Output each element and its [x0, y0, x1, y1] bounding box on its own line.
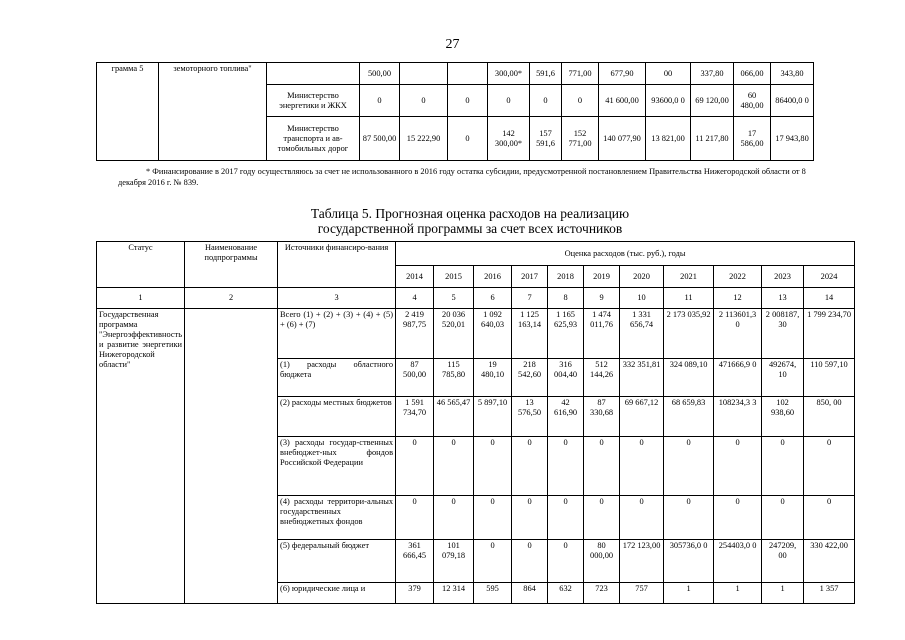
funding-source-cell: (2) расходы местных бюджетов: [278, 397, 396, 437]
year-header-cell: 2024: [804, 266, 855, 288]
footnote: * Финансирование в 2017 году осуществляюсь за счет не использованного в 2016 году остатка субсидии, предусмотренной постановлением Правительства Нижегородской области от 8 декабря 2016 г. № 839.: [118, 167, 806, 187]
value-cell: 0: [474, 496, 512, 540]
value-cell: 69 120,00: [691, 85, 734, 117]
value-cell: 1: [664, 583, 714, 604]
column-number-cell: 6: [474, 288, 512, 309]
table-title-line-2: государственной программы за счет всех источников: [317, 221, 623, 236]
value-cell: 864: [512, 583, 548, 604]
value-cell: 87 330,68: [584, 397, 620, 437]
value-cell: 330 422,00: [804, 540, 855, 583]
value-cell: 0: [584, 437, 620, 496]
value-cell: 316 004,40: [548, 359, 584, 397]
value-cell: 0: [396, 496, 434, 540]
value-cell: 0: [434, 496, 474, 540]
value-cell: 0: [762, 437, 804, 496]
value-cell: 361 666,45: [396, 540, 434, 583]
value-cell: 1: [714, 583, 762, 604]
top-table-row: [97, 63, 814, 85]
column-number-cell: 4: [396, 288, 434, 309]
column-number-cell: 7: [512, 288, 548, 309]
value-cell: 0: [548, 540, 584, 583]
value-cell: 1 331 656,74: [620, 309, 664, 359]
value-cell: 757: [620, 583, 664, 604]
year-header-cell: 2017: [512, 266, 548, 288]
header-row: [97, 242, 855, 266]
value-cell: 140 077,90: [599, 117, 646, 161]
funding-source-cell: Министерство транспорта и ав-томобильных дорог: [267, 117, 360, 161]
value-cell: 0: [448, 117, 488, 161]
year-header-cell: 2018: [548, 266, 584, 288]
value-cell: 80 000,00: [584, 540, 620, 583]
column-number-cell: 11: [664, 288, 714, 309]
value-cell: 5 897,10: [474, 397, 512, 437]
value-cell: 42 616,90: [548, 397, 584, 437]
year-header-cell: 2023: [762, 266, 804, 288]
column-number-cell: 2: [185, 288, 278, 309]
value-cell: 17 586,00: [734, 117, 771, 161]
column-number-cell: 1: [97, 288, 185, 309]
value-cell: 13 821,00: [646, 117, 691, 161]
value-cell: 115 785,80: [434, 359, 474, 397]
value-cell: 60 480,00: [734, 85, 771, 117]
year-header-cell: 2014: [396, 266, 434, 288]
value-cell: 0: [474, 540, 512, 583]
value-cell: 343,80: [771, 63, 814, 85]
value-cell: 1 357: [804, 583, 855, 604]
value-cell: 142 300,00*: [488, 117, 530, 161]
value-cell: 1 799 234,70: [804, 309, 855, 359]
value-cell: 0: [664, 437, 714, 496]
value-cell: 512 144,26: [584, 359, 620, 397]
value-cell: 0: [512, 540, 548, 583]
year-header-cell: 2019: [584, 266, 620, 288]
value-cell: 1 125 163,14: [512, 309, 548, 359]
value-cell: 0: [488, 85, 530, 117]
column-number-cell: 9: [584, 288, 620, 309]
subprogram-name-cell: [185, 309, 278, 604]
header-expense-estimate: Оценка расходов (тыс. руб.), годы: [396, 242, 855, 266]
funding-source-cell: (4) расходы территори-альных государственных внебюджетных фондов: [278, 496, 396, 540]
year-header-cell: 2021: [664, 266, 714, 288]
column-number-cell: 14: [804, 288, 855, 309]
year-header-cell: 2015: [434, 266, 474, 288]
value-cell: 87 500,00: [360, 117, 400, 161]
value-cell: 13 576,50: [512, 397, 548, 437]
value-cell: 850, 00: [804, 397, 855, 437]
value-cell: 595: [474, 583, 512, 604]
value-cell: 2 113601,3 0: [714, 309, 762, 359]
column-number-cell: 13: [762, 288, 804, 309]
value-cell: 0: [448, 85, 488, 117]
value-cell: 86400,0 0: [771, 85, 814, 117]
value-cell: 2 173 035,92: [664, 309, 714, 359]
value-cell: 723: [584, 583, 620, 604]
value-cell: 0: [360, 85, 400, 117]
value-cell: 0: [804, 437, 855, 496]
value-cell: 0: [548, 437, 584, 496]
header-status: Статус: [97, 242, 185, 288]
value-cell: 0: [714, 496, 762, 540]
value-cell: 677,90: [599, 63, 646, 85]
value-cell: 17 943,80: [771, 117, 814, 161]
value-cell: 0: [620, 496, 664, 540]
value-cell: 2 008187, 30: [762, 309, 804, 359]
value-cell: 332 351,81: [620, 359, 664, 397]
column-number-cell: 10: [620, 288, 664, 309]
value-cell: 0: [548, 496, 584, 540]
header-subprogram-name: Наименование подпрограммы: [185, 242, 278, 288]
year-header-cell: 2016: [474, 266, 512, 288]
value-cell: 00: [646, 63, 691, 85]
value-cell: 0: [664, 496, 714, 540]
subprogram-number-cell: грамма 5: [97, 63, 159, 161]
value-cell: 108234,3 3: [714, 397, 762, 437]
year-header-cell: 2022: [714, 266, 762, 288]
column-number-cell: 5: [434, 288, 474, 309]
value-cell: 110 597,10: [804, 359, 855, 397]
value-cell: 300,00*: [488, 63, 530, 85]
status-cell: Государственная программа "Энергоэффективность и развитие энергетики Нижегородской области": [97, 309, 185, 604]
value-cell: 11 217,80: [691, 117, 734, 161]
table-row: [97, 309, 855, 359]
value-cell: 0: [512, 496, 548, 540]
value-cell: 1 165 625,93: [548, 309, 584, 359]
value-cell: 12 314: [434, 583, 474, 604]
value-cell: 1 591 734,70: [396, 397, 434, 437]
value-cell: 19 480,10: [474, 359, 512, 397]
value-cell: 0: [512, 437, 548, 496]
main-table: [96, 241, 855, 604]
value-cell: 591,6: [530, 63, 562, 85]
value-cell: 41 600,00: [599, 85, 646, 117]
value-cell: 101 079,18: [434, 540, 474, 583]
column-numbers-row: [97, 288, 855, 309]
funding-source-cell: (6) юридические лица и: [278, 583, 396, 604]
value-cell: 0: [762, 496, 804, 540]
value-cell: 68 659,83: [664, 397, 714, 437]
value-cell: [448, 63, 488, 85]
main-table-body: [97, 242, 855, 604]
value-cell: 0: [804, 496, 855, 540]
table-title: [96, 206, 844, 236]
value-cell: 066,00: [734, 63, 771, 85]
value-cell: 1 092 640,03: [474, 309, 512, 359]
funding-source-cell: [267, 63, 360, 85]
value-cell: 69 667,12: [620, 397, 664, 437]
funding-source-cell: (1) расходы областного бюджета: [278, 359, 396, 397]
value-cell: 102 938,60: [762, 397, 804, 437]
value-cell: 500,00: [360, 63, 400, 85]
subprogram-name-cell: земоторного топлива": [159, 63, 267, 161]
value-cell: 93600,0 0: [646, 85, 691, 117]
value-cell: 632: [548, 583, 584, 604]
value-cell: 771,00: [562, 63, 599, 85]
header-funding-sources: Источники финансиро-вания: [278, 242, 396, 288]
funding-source-cell: Всего (1) + (2) + (3) + (4) + (5) + (6) + (7): [278, 309, 396, 359]
table-title-line-1: Таблица 5. Прогнозная оценка расходов на реализацию: [310, 206, 630, 221]
value-cell: 0: [562, 85, 599, 117]
value-cell: 20 036 520,01: [434, 309, 474, 359]
value-cell: 0: [400, 85, 448, 117]
value-cell: 0: [396, 437, 434, 496]
value-cell: 218 542,60: [512, 359, 548, 397]
value-cell: 172 123,00: [620, 540, 664, 583]
funding-source-cell: (5) федеральный бюджет: [278, 540, 396, 583]
page-number: 27: [445, 37, 460, 52]
value-cell: 87 500,00: [396, 359, 434, 397]
value-cell: 1 474 011,76: [584, 309, 620, 359]
value-cell: 305736,0 0: [664, 540, 714, 583]
value-cell: 1: [762, 583, 804, 604]
column-number-cell: 3: [278, 288, 396, 309]
top-table: [96, 62, 814, 161]
value-cell: 379: [396, 583, 434, 604]
value-cell: 492674, 10: [762, 359, 804, 397]
funding-source-cell: Министерство энергетики и ЖКХ: [267, 85, 360, 117]
value-cell: 0: [434, 437, 474, 496]
value-cell: [400, 63, 448, 85]
value-cell: 46 565,47: [434, 397, 474, 437]
value-cell: 0: [714, 437, 762, 496]
value-cell: 471666,9 0: [714, 359, 762, 397]
value-cell: 0: [584, 496, 620, 540]
value-cell: 157 591,6: [530, 117, 562, 161]
value-cell: 152 771,00: [562, 117, 599, 161]
value-cell: 337,80: [691, 63, 734, 85]
top-table-body: [97, 63, 814, 161]
funding-source-cell: (3) расходы государ-ственных внебюджет-ных фондов Российской Федерации: [278, 437, 396, 496]
column-number-cell: 8: [548, 288, 584, 309]
year-header-cell: 2020: [620, 266, 664, 288]
value-cell: 324 089,10: [664, 359, 714, 397]
column-number-cell: 12: [714, 288, 762, 309]
value-cell: 15 222,90: [400, 117, 448, 161]
value-cell: 0: [474, 437, 512, 496]
value-cell: 0: [620, 437, 664, 496]
value-cell: 0: [530, 85, 562, 117]
value-cell: 247209, 00: [762, 540, 804, 583]
value-cell: 254403,0 0: [714, 540, 762, 583]
value-cell: 2 419 987,75: [396, 309, 434, 359]
